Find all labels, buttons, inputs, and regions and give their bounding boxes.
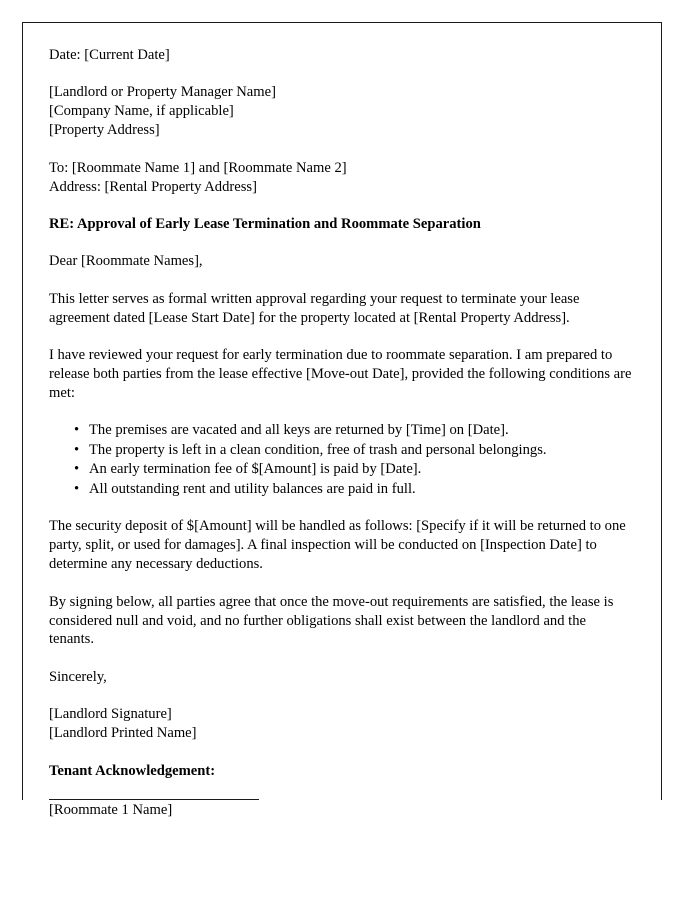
paragraph-3: The security deposit of $[Amount] will be handled as follows: [Specify if it will be returned to one party, split, or used for damages]. A final inspection will be conducted on [Inspection Date] to determine any necessary deductions. xyxy=(49,518,626,573)
bullet-icon: • xyxy=(74,461,80,478)
list-item xyxy=(49,480,634,499)
paragraph-1: This letter serves as formal written approval regarding your request to terminate your lease agreement dated [Lease Start Date] for the property located at [Rental Property Address]. xyxy=(49,290,580,326)
sender-line-3: [Property Address] xyxy=(49,122,160,139)
recipient-line-2: Address: [Rental Property Address] xyxy=(49,178,257,195)
landlord-signature-block xyxy=(49,705,634,743)
recipient-address-block xyxy=(49,159,634,197)
closing: Sincerely, xyxy=(49,668,107,685)
list-item-text: All outstanding rent and utility balances are paid in full. xyxy=(89,480,416,497)
sender-address-block xyxy=(49,83,634,140)
paragraph-2: I have reviewed your request for early termination due to roommate separation. I am prepared to release both parties from the lease effective [Move-out Date], provided the following conditions are met: xyxy=(49,347,632,401)
sender-line-1: [Landlord or Property Manager Name] xyxy=(49,84,276,101)
closing-block xyxy=(49,668,634,687)
salutation-block xyxy=(49,252,634,271)
paragraph-4: By signing below, all parties agree that once the move-out requirements are satisfied, the lease is considered null and void, and no further obligations shall exist between the landlord and the tenants. xyxy=(49,593,614,648)
subject-line: RE: Approval of Early Lease Termination and Roommate Separation xyxy=(49,215,481,232)
list-item-text: An early termination fee of $[Amount] is paid by [Date]. xyxy=(89,461,422,478)
acknowledgement-heading: Tenant Acknowledgement: xyxy=(49,762,216,779)
list-item xyxy=(49,441,634,460)
signature-rule xyxy=(49,799,259,800)
list-item-text: The premises are vacated and all keys are returned by [Time] on [Date]. xyxy=(89,422,509,439)
document-body xyxy=(49,46,634,820)
salutation: Dear [Roommate Names], xyxy=(49,253,203,270)
list-item xyxy=(49,460,634,479)
bullet-icon: • xyxy=(74,480,80,497)
bullet-icon: • xyxy=(74,422,80,439)
sender-line-2: [Company Name, if applicable] xyxy=(49,103,234,120)
conditions-list xyxy=(49,421,634,499)
landlord-printed-name-placeholder: [Landlord Printed Name] xyxy=(49,725,197,742)
bullet-icon: • xyxy=(74,441,80,458)
tenant-signature-label: [Roommate 1 Name] xyxy=(49,801,173,818)
document-page xyxy=(22,22,662,818)
date-block xyxy=(49,46,634,65)
landlord-signature-placeholder: [Landlord Signature] xyxy=(49,706,172,723)
tenant-signature-area xyxy=(49,799,634,820)
list-item-text: The property is left in a clean condition, free of trash and personal belongings. xyxy=(89,441,547,458)
date-line: Date: [Current Date] xyxy=(49,47,170,63)
list-item xyxy=(49,421,634,440)
recipient-line-1: To: [Roommate Name 1] and [Roommate Name 2] xyxy=(49,159,347,176)
